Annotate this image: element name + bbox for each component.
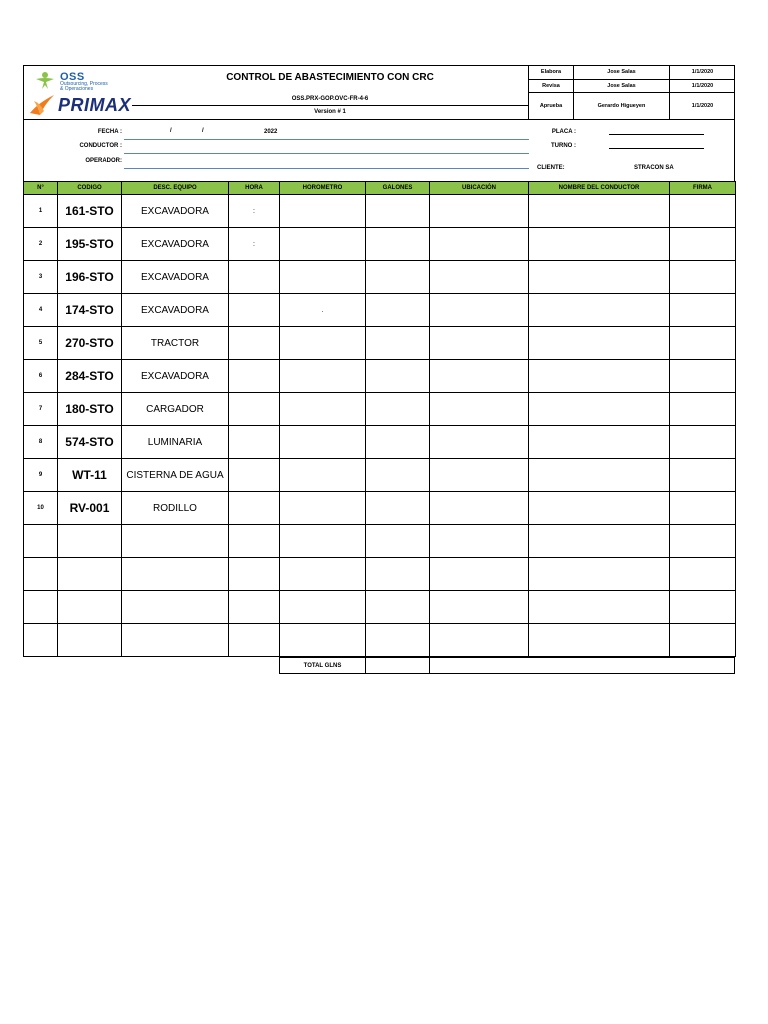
row-galones[interactable] [366, 459, 430, 492]
row-conductor[interactable] [529, 624, 670, 657]
row-firma[interactable] [670, 393, 736, 426]
row-horometro[interactable] [280, 525, 366, 558]
row-horometro[interactable] [280, 261, 366, 294]
turno-label: TURNO : [551, 143, 576, 149]
row-galones[interactable] [366, 228, 430, 261]
table-row [24, 459, 736, 492]
table-row [24, 393, 736, 426]
row-desc: CARGADOR [122, 393, 229, 426]
row-hora[interactable] [229, 591, 280, 624]
row-firma[interactable] [670, 525, 736, 558]
row-hora[interactable] [229, 624, 280, 657]
table-row [24, 492, 736, 525]
row-horometro[interactable] [280, 492, 366, 525]
row-number [24, 591, 58, 624]
placa-field[interactable] [609, 134, 704, 135]
row-desc [122, 624, 229, 657]
row-conductor[interactable] [529, 327, 670, 360]
table-row [24, 591, 736, 624]
form-title: CONTROL DE ABASTECIMIENTO CON CRC [226, 72, 434, 83]
row-hora[interactable] [229, 525, 280, 558]
row-desc: EXCAVADORA [122, 294, 229, 327]
row-codigo: WT-11 [58, 459, 122, 492]
row-conductor[interactable] [529, 525, 670, 558]
row-number: 3 [24, 261, 58, 294]
row-ubicacion[interactable] [430, 426, 529, 459]
row-galones[interactable] [366, 558, 430, 591]
supply-table [23, 181, 736, 657]
row-number [24, 558, 58, 591]
approval-date: 1/1/2020 [670, 66, 736, 79]
row-codigo [58, 525, 122, 558]
cliente-label: CLIENTE: [537, 165, 565, 171]
col-header: FIRMA [670, 182, 736, 195]
row-galones[interactable] [366, 294, 430, 327]
table-row [24, 624, 736, 657]
row-firma[interactable] [670, 261, 736, 294]
row-ubicacion[interactable] [430, 624, 529, 657]
row-number: 8 [24, 426, 58, 459]
row-galones[interactable] [366, 195, 430, 228]
row-hora[interactable] [229, 492, 280, 525]
row-codigo: 574-STO [58, 426, 122, 459]
row-firma[interactable] [670, 492, 736, 525]
row-ubicacion[interactable] [430, 492, 529, 525]
fecha-label: FECHA : [97, 129, 122, 135]
approval-row [529, 79, 736, 92]
approval-date: 1/1/2020 [670, 79, 736, 92]
oss-name: OSS [60, 71, 85, 83]
fecha-year[interactable]: 2022 [264, 129, 278, 135]
row-desc: EXCAVADORA [122, 228, 229, 261]
row-number: 1 [24, 195, 58, 228]
row-codigo: RV-001 [58, 492, 122, 525]
row-horometro[interactable] [280, 360, 366, 393]
total-rest-cell [430, 658, 735, 674]
row-codigo [58, 591, 122, 624]
row-horometro[interactable] [280, 459, 366, 492]
row-galones[interactable] [366, 624, 430, 657]
row-horometro[interactable] [280, 426, 366, 459]
row-codigo: 174-STO [58, 294, 122, 327]
row-number: 4 [24, 294, 58, 327]
row-desc: LUMINARIA [122, 426, 229, 459]
conductor-field[interactable] [124, 153, 529, 154]
row-conductor[interactable] [529, 558, 670, 591]
row-conductor[interactable] [529, 492, 670, 525]
table-row [24, 426, 736, 459]
row-ubicacion[interactable] [430, 591, 529, 624]
table-row [24, 525, 736, 558]
row-horometro[interactable] [280, 393, 366, 426]
row-desc [122, 558, 229, 591]
table-header-row [24, 182, 736, 195]
row-number [24, 525, 58, 558]
fecha-field[interactable] [124, 139, 529, 140]
row-hora[interactable] [229, 360, 280, 393]
primax-mark-icon [28, 93, 56, 117]
row-conductor[interactable] [529, 360, 670, 393]
operador-label: OPERADOR: [85, 158, 122, 164]
col-header: GALONES [366, 182, 430, 195]
info-block [23, 119, 735, 181]
row-firma[interactable] [670, 294, 736, 327]
row-hora[interactable] [229, 294, 280, 327]
approval-name: Gerardo Higueyen [574, 92, 670, 120]
turno-field[interactable] [609, 148, 704, 149]
approval-role: Aprueba [529, 92, 574, 120]
row-conductor[interactable] [529, 294, 670, 327]
row-ubicacion[interactable] [430, 459, 529, 492]
oss-figure-icon [34, 71, 56, 89]
row-hora[interactable] [229, 261, 280, 294]
row-firma[interactable] [670, 558, 736, 591]
row-desc: EXCAVADORA [122, 261, 229, 294]
row-hora[interactable] [229, 426, 280, 459]
row-conductor[interactable] [529, 195, 670, 228]
operador-field[interactable] [124, 168, 529, 169]
row-codigo: 284-STO [58, 360, 122, 393]
row-desc: EXCAVADORA [122, 195, 229, 228]
table-row [24, 558, 736, 591]
placa-label: PLACA : [551, 129, 576, 135]
row-galones[interactable] [366, 360, 430, 393]
fecha-sep-2[interactable]: / [202, 128, 204, 134]
total-label: TOTAL GLNS [280, 658, 366, 674]
primax-name: PRIMAX [58, 95, 132, 115]
row-ubicacion[interactable] [430, 195, 529, 228]
approvals-box [528, 66, 735, 120]
row-codigo: 180-STO [58, 393, 122, 426]
row-galones[interactable] [366, 393, 430, 426]
approval-date: 1/1/2020 [670, 92, 736, 120]
approval-row [529, 92, 736, 120]
row-codigo [58, 558, 122, 591]
form-version: Version # 1 [314, 109, 346, 115]
row-firma[interactable] [670, 426, 736, 459]
col-header: DESC. EQUIPO [122, 182, 229, 195]
form-header [23, 65, 735, 119]
approval-name: Jose Salas [574, 66, 670, 79]
row-number: 7 [24, 393, 58, 426]
row-firma[interactable] [670, 459, 736, 492]
approval-name: Jose Salas [574, 79, 670, 92]
col-header: NOMBRE DEL CONDUCTOR [529, 182, 670, 195]
fecha-sep-1[interactable]: / [170, 128, 172, 134]
abastecimiento-form [23, 65, 735, 669]
cliente-value: STRACON SA [634, 165, 674, 171]
row-hora[interactable] [229, 558, 280, 591]
row-firma[interactable] [670, 360, 736, 393]
row-horometro[interactable] [280, 624, 366, 657]
row-horometro[interactable]: . [280, 294, 366, 327]
row-ubicacion[interactable] [430, 393, 529, 426]
row-firma[interactable] [670, 591, 736, 624]
form-code: OSS.PRX-GOP.OVC-FR-4-6 [291, 96, 369, 102]
row-hora[interactable] [229, 393, 280, 426]
col-header: UBICACIÓN [430, 182, 529, 195]
row-horometro[interactable] [280, 327, 366, 360]
row-hora[interactable] [229, 327, 280, 360]
row-ubicacion[interactable] [430, 525, 529, 558]
row-conductor[interactable] [529, 459, 670, 492]
table-body [24, 195, 736, 657]
row-codigo: 196-STO [58, 261, 122, 294]
row-desc: EXCAVADORA [122, 360, 229, 393]
row-hora[interactable] [229, 459, 280, 492]
table-row [24, 294, 736, 327]
row-ubicacion[interactable] [430, 261, 529, 294]
row-number: 9 [24, 459, 58, 492]
approval-role: Revisa [529, 79, 574, 92]
row-number: 6 [24, 360, 58, 393]
oss-tagline: Outsourcing, Process & Operaciones [60, 81, 108, 92]
row-conductor[interactable] [529, 426, 670, 459]
row-horometro[interactable] [280, 195, 366, 228]
row-desc: CISTERNA DE AGUA [122, 459, 229, 492]
row-conductor[interactable] [529, 591, 670, 624]
row-codigo: 161-STO [58, 195, 122, 228]
row-horometro[interactable] [280, 558, 366, 591]
row-hora[interactable]: : [229, 195, 280, 228]
row-desc [122, 591, 229, 624]
row-firma[interactable] [670, 327, 736, 360]
col-header: HORA [229, 182, 280, 195]
table-row [24, 360, 736, 393]
row-codigo [58, 624, 122, 657]
row-galones[interactable] [366, 426, 430, 459]
col-header: CODIGO [58, 182, 122, 195]
row-ubicacion[interactable] [430, 360, 529, 393]
row-galones[interactable] [366, 327, 430, 360]
row-horometro[interactable] [280, 591, 366, 624]
table-row [24, 261, 736, 294]
title-divider [132, 105, 528, 106]
row-horometro[interactable] [280, 228, 366, 261]
row-ubicacion[interactable] [430, 327, 529, 360]
total-galones-cell[interactable] [366, 658, 430, 674]
col-header: N° [24, 182, 58, 195]
row-desc [122, 525, 229, 558]
row-ubicacion[interactable] [430, 228, 529, 261]
row-galones[interactable] [366, 492, 430, 525]
col-header: HOROMETRO [280, 182, 366, 195]
row-galones[interactable] [366, 525, 430, 558]
row-number [24, 624, 58, 657]
logo-area [24, 66, 132, 120]
row-codigo: 270-STO [58, 327, 122, 360]
row-conductor[interactable] [529, 228, 670, 261]
row-conductor[interactable] [529, 261, 670, 294]
row-desc: RODILLO [122, 492, 229, 525]
row-firma[interactable] [670, 228, 736, 261]
conductor-label: CONDUCTOR : [79, 143, 122, 149]
approval-role: Elabora [529, 66, 574, 79]
row-ubicacion[interactable] [430, 294, 529, 327]
row-galones[interactable] [366, 591, 430, 624]
approval-row [529, 66, 736, 79]
row-number: 2 [24, 228, 58, 261]
row-codigo: 195-STO [58, 228, 122, 261]
table-row [24, 327, 736, 360]
row-galones[interactable] [366, 261, 430, 294]
table-row [24, 195, 736, 228]
row-number: 5 [24, 327, 58, 360]
row-firma[interactable] [670, 624, 736, 657]
row-number: 10 [24, 492, 58, 525]
row-hora[interactable]: : [229, 228, 280, 261]
row-firma[interactable] [670, 195, 736, 228]
row-ubicacion[interactable] [430, 558, 529, 591]
row-desc: TRACTOR [122, 327, 229, 360]
total-row [279, 657, 735, 674]
table-row [24, 228, 736, 261]
row-conductor[interactable] [529, 393, 670, 426]
